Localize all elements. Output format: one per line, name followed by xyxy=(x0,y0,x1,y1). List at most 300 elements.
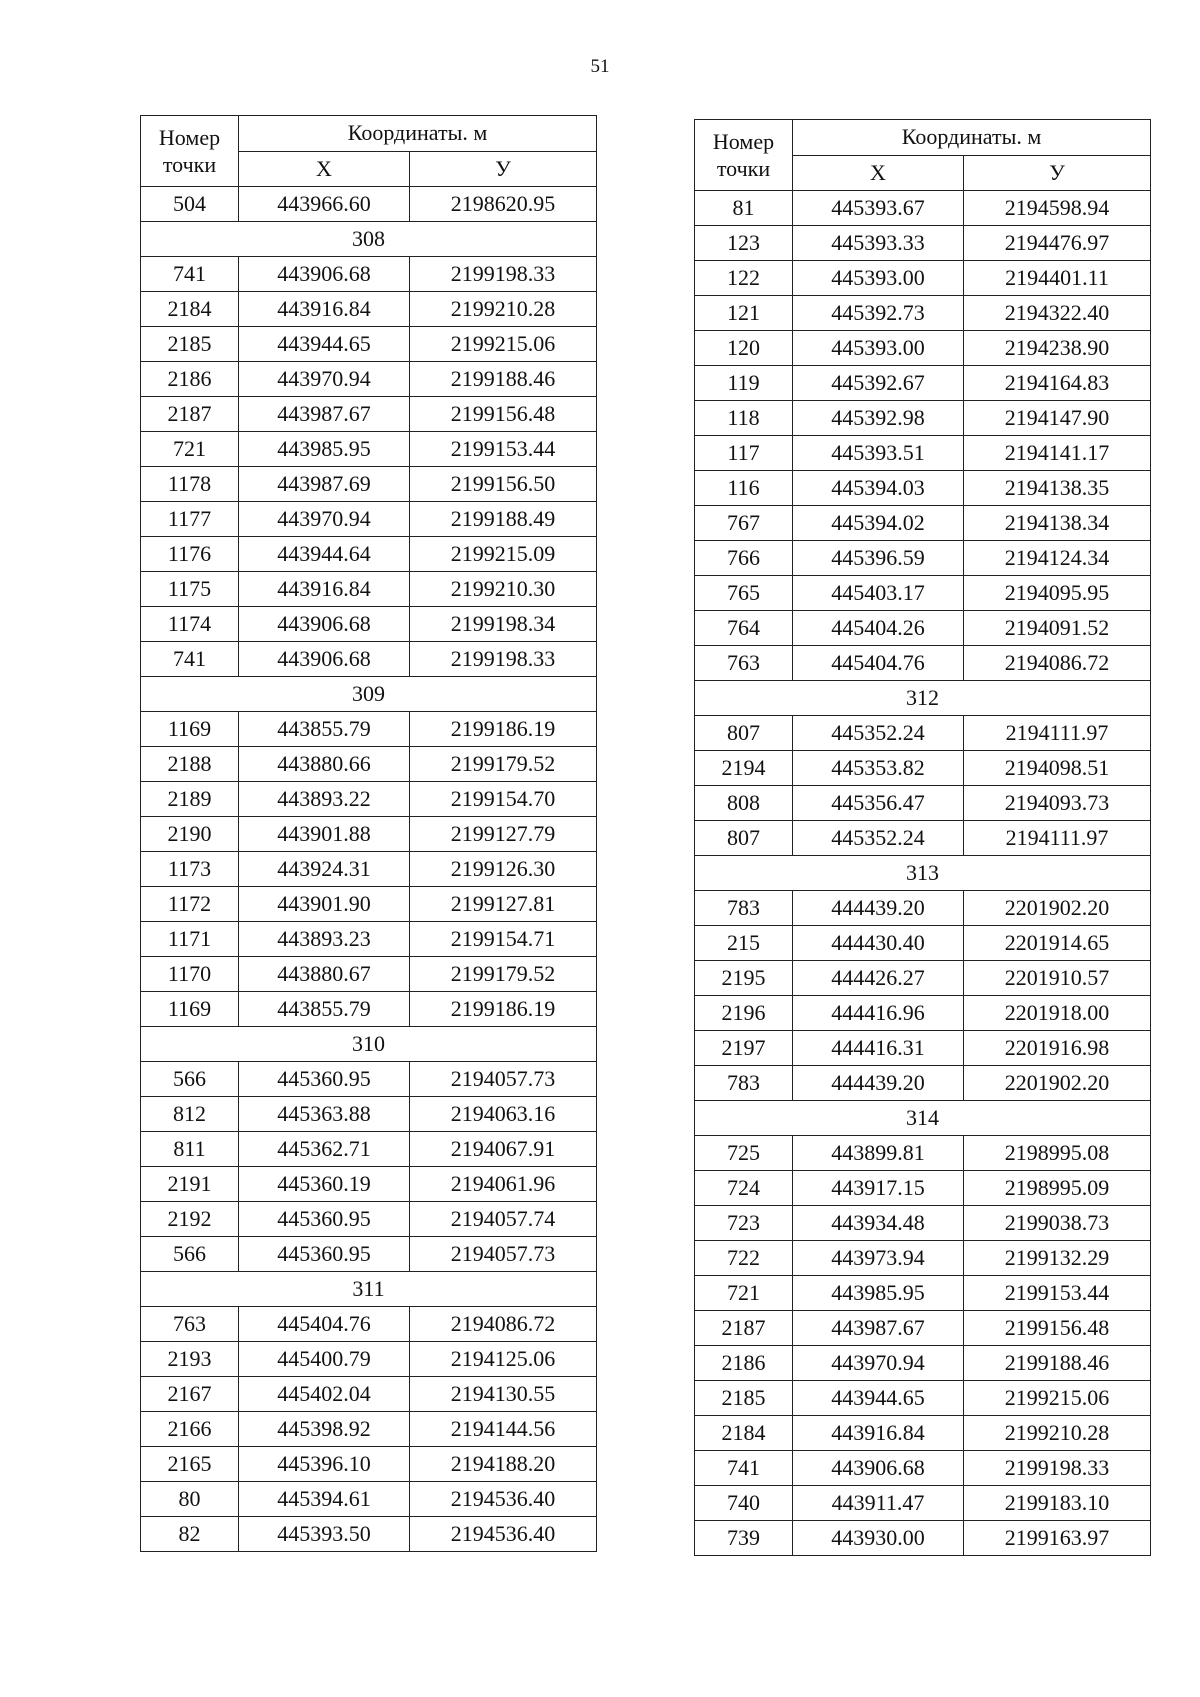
y-coordinate-cell: 2194057.73 xyxy=(410,1237,597,1272)
point-number-cell: 2189 xyxy=(141,782,239,817)
point-number-cell: 725 xyxy=(695,1136,793,1171)
table-row xyxy=(695,541,1151,576)
x-coordinate-cell: 443944.65 xyxy=(793,1381,964,1416)
x-coordinate-cell: 445360.95 xyxy=(239,1237,410,1272)
point-number-cell: 116 xyxy=(695,471,793,506)
point-number-cell: 2188 xyxy=(141,747,239,782)
table-row xyxy=(695,296,1151,331)
coordinates-header: Координаты. м xyxy=(793,120,1151,156)
y-coordinate-cell: 2194061.96 xyxy=(410,1167,597,1202)
table-row xyxy=(695,821,1151,856)
x-coordinate-cell: 443893.22 xyxy=(239,782,410,817)
x-coordinate-cell: 443916.84 xyxy=(239,572,410,607)
x-coordinate-cell: 445393.33 xyxy=(793,226,964,261)
x-coordinate-cell: 445393.67 xyxy=(793,191,964,226)
y-coordinate-cell: 2199163.97 xyxy=(964,1521,1151,1556)
table-row xyxy=(141,712,597,747)
x-coordinate-cell: 443973.94 xyxy=(793,1241,964,1276)
x-coordinate-cell: 443985.95 xyxy=(239,432,410,467)
y-coordinate-cell: 2194093.73 xyxy=(964,786,1151,821)
point-number-cell: 811 xyxy=(141,1132,239,1167)
y-coordinate-cell: 2201902.20 xyxy=(964,1066,1151,1101)
point-number-cell: 1176 xyxy=(141,537,239,572)
y-coordinate-cell: 2194144.56 xyxy=(410,1412,597,1447)
y-coordinate-cell: 2194057.74 xyxy=(410,1202,597,1237)
y-coordinate-cell: 2199215.09 xyxy=(410,537,597,572)
y-coordinate-cell: 2199127.81 xyxy=(410,887,597,922)
x-coordinate-cell: 443944.65 xyxy=(239,327,410,362)
y-coordinate-cell: 2199127.79 xyxy=(410,817,597,852)
point-number-cell: 807 xyxy=(695,716,793,751)
x-coordinate-cell: 443966.60 xyxy=(239,187,410,222)
table-row xyxy=(141,642,597,677)
x-coordinate-cell: 443987.69 xyxy=(239,467,410,502)
point-number-cell: 765 xyxy=(695,576,793,611)
point-number-cell: 504 xyxy=(141,187,239,222)
table-row xyxy=(141,1412,597,1447)
y-coordinate-cell: 2201902.20 xyxy=(964,891,1151,926)
table-row xyxy=(695,646,1151,681)
y-coordinate-cell: 2199198.34 xyxy=(410,607,597,642)
x-coordinate-cell: 445393.50 xyxy=(239,1517,410,1552)
table-row xyxy=(695,1381,1151,1416)
y-coordinate-cell: 2199188.46 xyxy=(410,362,597,397)
table-row xyxy=(695,1521,1151,1556)
table-row xyxy=(695,1136,1151,1171)
y-coordinate-cell: 2199156.48 xyxy=(410,397,597,432)
x-coordinate-cell: 445404.76 xyxy=(239,1307,410,1342)
point-number-cell: 723 xyxy=(695,1206,793,1241)
table-row xyxy=(141,502,597,537)
x-coordinate-cell: 443934.48 xyxy=(793,1206,964,1241)
section-row xyxy=(141,222,597,257)
x-coordinate-cell: 443906.68 xyxy=(239,257,410,292)
y-coordinate-cell: 2194098.51 xyxy=(964,751,1151,786)
point-number-cell: 2195 xyxy=(695,961,793,996)
table-row xyxy=(695,1276,1151,1311)
table-row xyxy=(695,1241,1151,1276)
x-coordinate-cell: 445392.98 xyxy=(793,401,964,436)
y-coordinate-cell: 2201918.00 xyxy=(964,996,1151,1031)
point-number-cell: 2187 xyxy=(695,1311,793,1346)
point-number-cell: 741 xyxy=(141,642,239,677)
point-number-cell: 2185 xyxy=(141,327,239,362)
table-row xyxy=(695,436,1151,471)
point-number-cell: 2190 xyxy=(141,817,239,852)
x-coordinate-cell: 444416.31 xyxy=(793,1031,964,1066)
x-coordinate-cell: 445360.95 xyxy=(239,1202,410,1237)
point-number-cell: 2196 xyxy=(695,996,793,1031)
x-coordinate-cell: 443987.67 xyxy=(239,397,410,432)
table-row xyxy=(695,331,1151,366)
point-number-cell: 721 xyxy=(141,432,239,467)
y-coordinate-cell: 2198995.09 xyxy=(964,1171,1151,1206)
table-row xyxy=(695,1416,1151,1451)
x-coordinate-cell: 443899.81 xyxy=(793,1136,964,1171)
y-coordinate-cell: 2199038.73 xyxy=(964,1206,1151,1241)
table-row xyxy=(141,1202,597,1237)
table-row xyxy=(141,852,597,887)
x-coordinate-cell: 445394.61 xyxy=(239,1482,410,1517)
x-coordinate-cell: 444430.40 xyxy=(793,926,964,961)
table-row xyxy=(141,1447,597,1482)
page-number: 51 xyxy=(590,56,610,77)
table-body xyxy=(141,187,597,1552)
y-coordinate-cell: 2194057.73 xyxy=(410,1062,597,1097)
table-row xyxy=(695,751,1151,786)
y-coordinate-cell: 2194536.40 xyxy=(410,1517,597,1552)
section-row xyxy=(695,856,1151,891)
x-coordinate-cell: 445392.67 xyxy=(793,366,964,401)
y-coordinate-cell: 2201914.65 xyxy=(964,926,1151,961)
y-coordinate-cell: 2199154.70 xyxy=(410,782,597,817)
table-row xyxy=(695,1206,1151,1241)
y-coordinate-cell: 2199188.46 xyxy=(964,1346,1151,1381)
point-number-cell: 122 xyxy=(695,261,793,296)
section-label: 308 xyxy=(141,222,597,257)
y-coordinate-cell: 2194164.83 xyxy=(964,366,1151,401)
y-header: У xyxy=(410,151,597,187)
y-coordinate-cell: 2194536.40 xyxy=(410,1482,597,1517)
table-row xyxy=(695,191,1151,226)
x-coordinate-cell: 443901.90 xyxy=(239,887,410,922)
y-coordinate-cell: 2194141.17 xyxy=(964,436,1151,471)
section-row xyxy=(141,1027,597,1062)
table-body xyxy=(695,191,1151,1556)
x-coordinate-cell: 443970.94 xyxy=(239,502,410,537)
point-number-cell: 566 xyxy=(141,1062,239,1097)
x-coordinate-cell: 445360.19 xyxy=(239,1167,410,1202)
table-row xyxy=(695,716,1151,751)
table-row xyxy=(141,1342,597,1377)
x-coordinate-cell: 445402.04 xyxy=(239,1377,410,1412)
x-coordinate-cell: 443880.66 xyxy=(239,747,410,782)
x-coordinate-cell: 445398.92 xyxy=(239,1412,410,1447)
table-row xyxy=(141,537,597,572)
y-header: У xyxy=(964,155,1151,191)
point-number-cell: 740 xyxy=(695,1486,793,1521)
y-coordinate-cell: 2194238.90 xyxy=(964,331,1151,366)
y-coordinate-cell: 2194138.34 xyxy=(964,506,1151,541)
table-row xyxy=(695,926,1151,961)
point-number-cell: 80 xyxy=(141,1482,239,1517)
y-coordinate-cell: 2199198.33 xyxy=(410,257,597,292)
table-row xyxy=(695,891,1151,926)
point-number-cell: 1171 xyxy=(141,922,239,957)
y-coordinate-cell: 2194067.91 xyxy=(410,1132,597,1167)
table-row xyxy=(141,992,597,1027)
point-number-cell: 2197 xyxy=(695,1031,793,1066)
point-number-cell: 121 xyxy=(695,296,793,331)
point-number-header xyxy=(141,116,239,187)
table-row xyxy=(141,887,597,922)
table-row xyxy=(141,1377,597,1412)
table-row xyxy=(141,327,597,362)
point-number-cell: 1169 xyxy=(141,992,239,1027)
x-coordinate-cell: 443901.88 xyxy=(239,817,410,852)
point-number-cell: 763 xyxy=(695,646,793,681)
point-number-cell: 1173 xyxy=(141,852,239,887)
y-coordinate-cell: 2199210.30 xyxy=(410,572,597,607)
y-coordinate-cell: 2194401.11 xyxy=(964,261,1151,296)
table-row xyxy=(141,1132,597,1167)
point-number-cell: 1178 xyxy=(141,467,239,502)
point-number-cell: 1169 xyxy=(141,712,239,747)
table-row xyxy=(695,1171,1151,1206)
point-number-cell: 1174 xyxy=(141,607,239,642)
point-number-cell: 807 xyxy=(695,821,793,856)
y-coordinate-cell: 2199188.49 xyxy=(410,502,597,537)
y-coordinate-cell: 2199215.06 xyxy=(964,1381,1151,1416)
y-coordinate-cell: 2194086.72 xyxy=(410,1307,597,1342)
y-coordinate-cell: 2201910.57 xyxy=(964,961,1151,996)
table-row xyxy=(695,1451,1151,1486)
x-coordinate-cell: 445396.10 xyxy=(239,1447,410,1482)
point-number-cell: 2185 xyxy=(695,1381,793,1416)
y-coordinate-cell: 2198620.95 xyxy=(410,187,597,222)
table-row xyxy=(695,996,1151,1031)
y-coordinate-cell: 2194138.35 xyxy=(964,471,1151,506)
section-label: 309 xyxy=(141,677,597,712)
point-number-cell: 566 xyxy=(141,1237,239,1272)
point-number-cell: 81 xyxy=(695,191,793,226)
y-coordinate-cell: 2199132.29 xyxy=(964,1241,1151,1276)
y-coordinate-cell: 2194063.16 xyxy=(410,1097,597,1132)
table-row xyxy=(141,607,597,642)
y-coordinate-cell: 2194111.97 xyxy=(964,821,1151,856)
table-row xyxy=(695,401,1151,436)
point-number-cell: 763 xyxy=(141,1307,239,1342)
point-number-cell: 739 xyxy=(695,1521,793,1556)
y-coordinate-cell: 2199179.52 xyxy=(410,747,597,782)
table-row xyxy=(695,1486,1151,1521)
point-number-cell: 2165 xyxy=(141,1447,239,1482)
y-coordinate-cell: 2199215.06 xyxy=(410,327,597,362)
table-row xyxy=(141,817,597,852)
point-number-cell: 764 xyxy=(695,611,793,646)
table-row xyxy=(695,1066,1151,1101)
table-row xyxy=(141,922,597,957)
x-coordinate-cell: 444439.20 xyxy=(793,1066,964,1101)
point-number-cell: 2192 xyxy=(141,1202,239,1237)
x-coordinate-cell: 445404.26 xyxy=(793,611,964,646)
x-coordinate-cell: 443924.31 xyxy=(239,852,410,887)
section-row xyxy=(141,1272,597,1307)
x-coordinate-cell: 445363.88 xyxy=(239,1097,410,1132)
x-coordinate-cell: 443906.68 xyxy=(793,1451,964,1486)
point-number-cell: 117 xyxy=(695,436,793,471)
table-row xyxy=(141,1517,597,1552)
x-coordinate-cell: 443985.95 xyxy=(793,1276,964,1311)
point-number-cell: 721 xyxy=(695,1276,793,1311)
point-number-cell: 741 xyxy=(141,257,239,292)
point-number-cell: 783 xyxy=(695,1066,793,1101)
table-row xyxy=(141,187,597,222)
point-number-cell: 2184 xyxy=(141,292,239,327)
x-coordinate-cell: 444426.27 xyxy=(793,961,964,996)
section-label: 310 xyxy=(141,1027,597,1062)
table-row xyxy=(695,226,1151,261)
x-coordinate-cell: 445393.00 xyxy=(793,331,964,366)
table-row xyxy=(695,1031,1151,1066)
y-coordinate-cell: 2199153.44 xyxy=(410,432,597,467)
point-number-cell: 724 xyxy=(695,1171,793,1206)
x-coordinate-cell: 445393.00 xyxy=(793,261,964,296)
table-row xyxy=(695,1346,1151,1381)
table-row xyxy=(695,961,1151,996)
x-coordinate-cell: 445393.51 xyxy=(793,436,964,471)
section-row xyxy=(695,681,1151,716)
point-number-cell: 119 xyxy=(695,366,793,401)
table-row xyxy=(695,471,1151,506)
table-row xyxy=(141,467,597,502)
point-number-cell: 2186 xyxy=(695,1346,793,1381)
x-coordinate-cell: 443893.23 xyxy=(239,922,410,957)
x-coordinate-cell: 445360.95 xyxy=(239,1062,410,1097)
point-number-cell: 783 xyxy=(695,891,793,926)
x-coordinate-cell: 445352.24 xyxy=(793,716,964,751)
table-row xyxy=(141,1482,597,1517)
x-coordinate-cell: 443880.67 xyxy=(239,957,410,992)
table-row xyxy=(141,432,597,467)
point-number-cell: 2193 xyxy=(141,1342,239,1377)
x-coordinate-cell: 443970.94 xyxy=(239,362,410,397)
point-number-cell: 2191 xyxy=(141,1167,239,1202)
point-number-cell: 118 xyxy=(695,401,793,436)
point-number-header-line2: точки xyxy=(162,152,217,177)
y-coordinate-cell: 2201916.98 xyxy=(964,1031,1151,1066)
x-coordinate-cell: 445394.02 xyxy=(793,506,964,541)
x-coordinate-cell: 444416.96 xyxy=(793,996,964,1031)
x-coordinate-cell: 445403.17 xyxy=(793,576,964,611)
y-coordinate-cell: 2199126.30 xyxy=(410,852,597,887)
y-coordinate-cell: 2194598.94 xyxy=(964,191,1151,226)
y-coordinate-cell: 2194188.20 xyxy=(410,1447,597,1482)
section-row xyxy=(141,677,597,712)
y-coordinate-cell: 2194322.40 xyxy=(964,296,1151,331)
point-number-cell: 812 xyxy=(141,1097,239,1132)
point-number-cell: 123 xyxy=(695,226,793,261)
x-coordinate-cell: 445404.76 xyxy=(793,646,964,681)
point-number-cell: 2166 xyxy=(141,1412,239,1447)
x-coordinate-cell: 445353.82 xyxy=(793,751,964,786)
x-header: X xyxy=(793,155,964,191)
y-coordinate-cell: 2194147.90 xyxy=(964,401,1151,436)
table-row xyxy=(695,576,1151,611)
x-header: X xyxy=(239,151,410,187)
table-row xyxy=(695,506,1151,541)
table-row xyxy=(141,1167,597,1202)
table-row xyxy=(141,572,597,607)
x-coordinate-cell: 443970.94 xyxy=(793,1346,964,1381)
x-coordinate-cell: 443911.47 xyxy=(793,1486,964,1521)
point-number-cell: 767 xyxy=(695,506,793,541)
table-row xyxy=(141,397,597,432)
section-label: 313 xyxy=(695,856,1151,891)
table-row xyxy=(695,366,1151,401)
point-number-header-line1: Номер xyxy=(158,124,221,150)
x-coordinate-cell: 445392.73 xyxy=(793,296,964,331)
point-number-header-line2: точки xyxy=(716,156,771,181)
y-coordinate-cell: 2199186.19 xyxy=(410,712,597,747)
y-coordinate-cell: 2194125.06 xyxy=(410,1342,597,1377)
x-coordinate-cell: 445396.59 xyxy=(793,541,964,576)
table-row xyxy=(141,782,597,817)
coordinates-table-left xyxy=(140,115,597,1552)
y-coordinate-cell: 2199156.48 xyxy=(964,1311,1151,1346)
point-number-header-line1: Номер xyxy=(712,128,775,154)
y-coordinate-cell: 2199154.71 xyxy=(410,922,597,957)
x-coordinate-cell: 445356.47 xyxy=(793,786,964,821)
point-number-cell: 741 xyxy=(695,1451,793,1486)
table-row xyxy=(695,786,1151,821)
table-row xyxy=(695,261,1151,296)
coordinates-table-right xyxy=(694,119,1151,1556)
y-coordinate-cell: 2194124.34 xyxy=(964,541,1151,576)
point-number-cell: 1175 xyxy=(141,572,239,607)
table-row xyxy=(141,957,597,992)
table-row xyxy=(695,611,1151,646)
point-number-cell: 2187 xyxy=(141,397,239,432)
y-coordinate-cell: 2198995.08 xyxy=(964,1136,1151,1171)
x-coordinate-cell: 443855.79 xyxy=(239,712,410,747)
y-coordinate-cell: 2194476.97 xyxy=(964,226,1151,261)
x-coordinate-cell: 443916.84 xyxy=(239,292,410,327)
point-number-cell: 2184 xyxy=(695,1416,793,1451)
y-coordinate-cell: 2199186.19 xyxy=(410,992,597,1027)
point-number-cell: 808 xyxy=(695,786,793,821)
x-coordinate-cell: 443916.84 xyxy=(793,1416,964,1451)
point-number-cell: 215 xyxy=(695,926,793,961)
x-coordinate-cell: 443987.67 xyxy=(793,1311,964,1346)
y-coordinate-cell: 2199210.28 xyxy=(410,292,597,327)
y-coordinate-cell: 2199198.33 xyxy=(410,642,597,677)
table-row xyxy=(141,1237,597,1272)
y-coordinate-cell: 2199198.33 xyxy=(964,1451,1151,1486)
x-coordinate-cell: 445400.79 xyxy=(239,1342,410,1377)
point-number-cell: 1170 xyxy=(141,957,239,992)
y-coordinate-cell: 2199210.28 xyxy=(964,1416,1151,1451)
point-number-cell: 120 xyxy=(695,331,793,366)
y-coordinate-cell: 2194111.97 xyxy=(964,716,1151,751)
x-coordinate-cell: 443944.64 xyxy=(239,537,410,572)
point-number-cell: 2194 xyxy=(695,751,793,786)
x-coordinate-cell: 443855.79 xyxy=(239,992,410,1027)
x-coordinate-cell: 443930.00 xyxy=(793,1521,964,1556)
table-row xyxy=(141,362,597,397)
table-row xyxy=(141,257,597,292)
y-coordinate-cell: 2199153.44 xyxy=(964,1276,1151,1311)
point-number-cell: 2186 xyxy=(141,362,239,397)
x-coordinate-cell: 445352.24 xyxy=(793,821,964,856)
coordinates-header: Координаты. м xyxy=(239,116,597,152)
x-coordinate-cell: 445362.71 xyxy=(239,1132,410,1167)
point-number-header xyxy=(695,120,793,191)
y-coordinate-cell: 2194086.72 xyxy=(964,646,1151,681)
table-row xyxy=(141,1307,597,1342)
section-label: 311 xyxy=(141,1272,597,1307)
x-coordinate-cell: 443906.68 xyxy=(239,607,410,642)
table-row xyxy=(695,1311,1151,1346)
y-coordinate-cell: 2199179.52 xyxy=(410,957,597,992)
x-coordinate-cell: 443917.15 xyxy=(793,1171,964,1206)
y-coordinate-cell: 2194091.52 xyxy=(964,611,1151,646)
x-coordinate-cell: 445394.03 xyxy=(793,471,964,506)
point-number-cell: 82 xyxy=(141,1517,239,1552)
point-number-cell: 2167 xyxy=(141,1377,239,1412)
point-number-cell: 766 xyxy=(695,541,793,576)
section-label: 314 xyxy=(695,1101,1151,1136)
